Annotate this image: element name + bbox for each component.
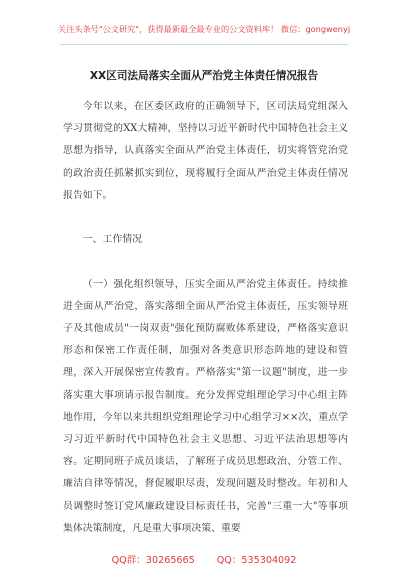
footer-qq-contact: QQ：535304092	[216, 555, 297, 566]
header-divider	[60, 44, 348, 45]
footer-qq-group: QQ群：30265665	[111, 555, 195, 566]
header-notice: 关注头条号"公文研究"，获得最新最全最专业的公文资料库！ 微信：gongwenyj	[57, 24, 351, 34]
section-heading: 一、工作情况	[82, 234, 143, 246]
intro-paragraph: 今年以来，在区委区政府的正确领导下，区司法局党组深入学习贯彻党的XX大精神，坚持以习近平新时代中国特色社会主义思想为指导，认真落实全面从严治党主体责任，切实将管党治党的政治责任抓紧抓实到位，现将履行全面从严治党主体责任情况报告如下。	[63, 101, 348, 201]
document-body	[63, 96, 348, 540]
page-header	[0, 0, 408, 56]
body-paragraph: （一）强化组织领导，压实全面从严治党主体责任。持续推进全面从严治党，落实落细全面从严治党主体责任，压实领导班子及其他成员"一岗双责"强化预防腐败体系建设，严格落实意识形态和保密工作责任制，加强对各类意识形态阵地的建设和管理，深入开展保密宣传教育。严格落实"第一议题"制度，进一步落实重大事项请示报告制度。充分发挥党组理论学习中心组主阵地作用，今年以来共组织党组理论学习中心组学习××次，重点学习习近平新时代中国特色社会主义思想、习近平法治思想等内容。定期同班子成员谈话，了解班子成员思想政治、分管工作、廉洁自律等情况，督促履职尽责，发现问题及时整改。年初和人员调整时签订党风廉政建设目标责任书，完善"三重一大"等事项集体决策制度，凡是重大事项决策、重要	[63, 278, 348, 534]
page-footer	[0, 552, 408, 566]
document-title: XX区司法局落实全面从严治党主体责任情况报告	[89, 70, 319, 82]
